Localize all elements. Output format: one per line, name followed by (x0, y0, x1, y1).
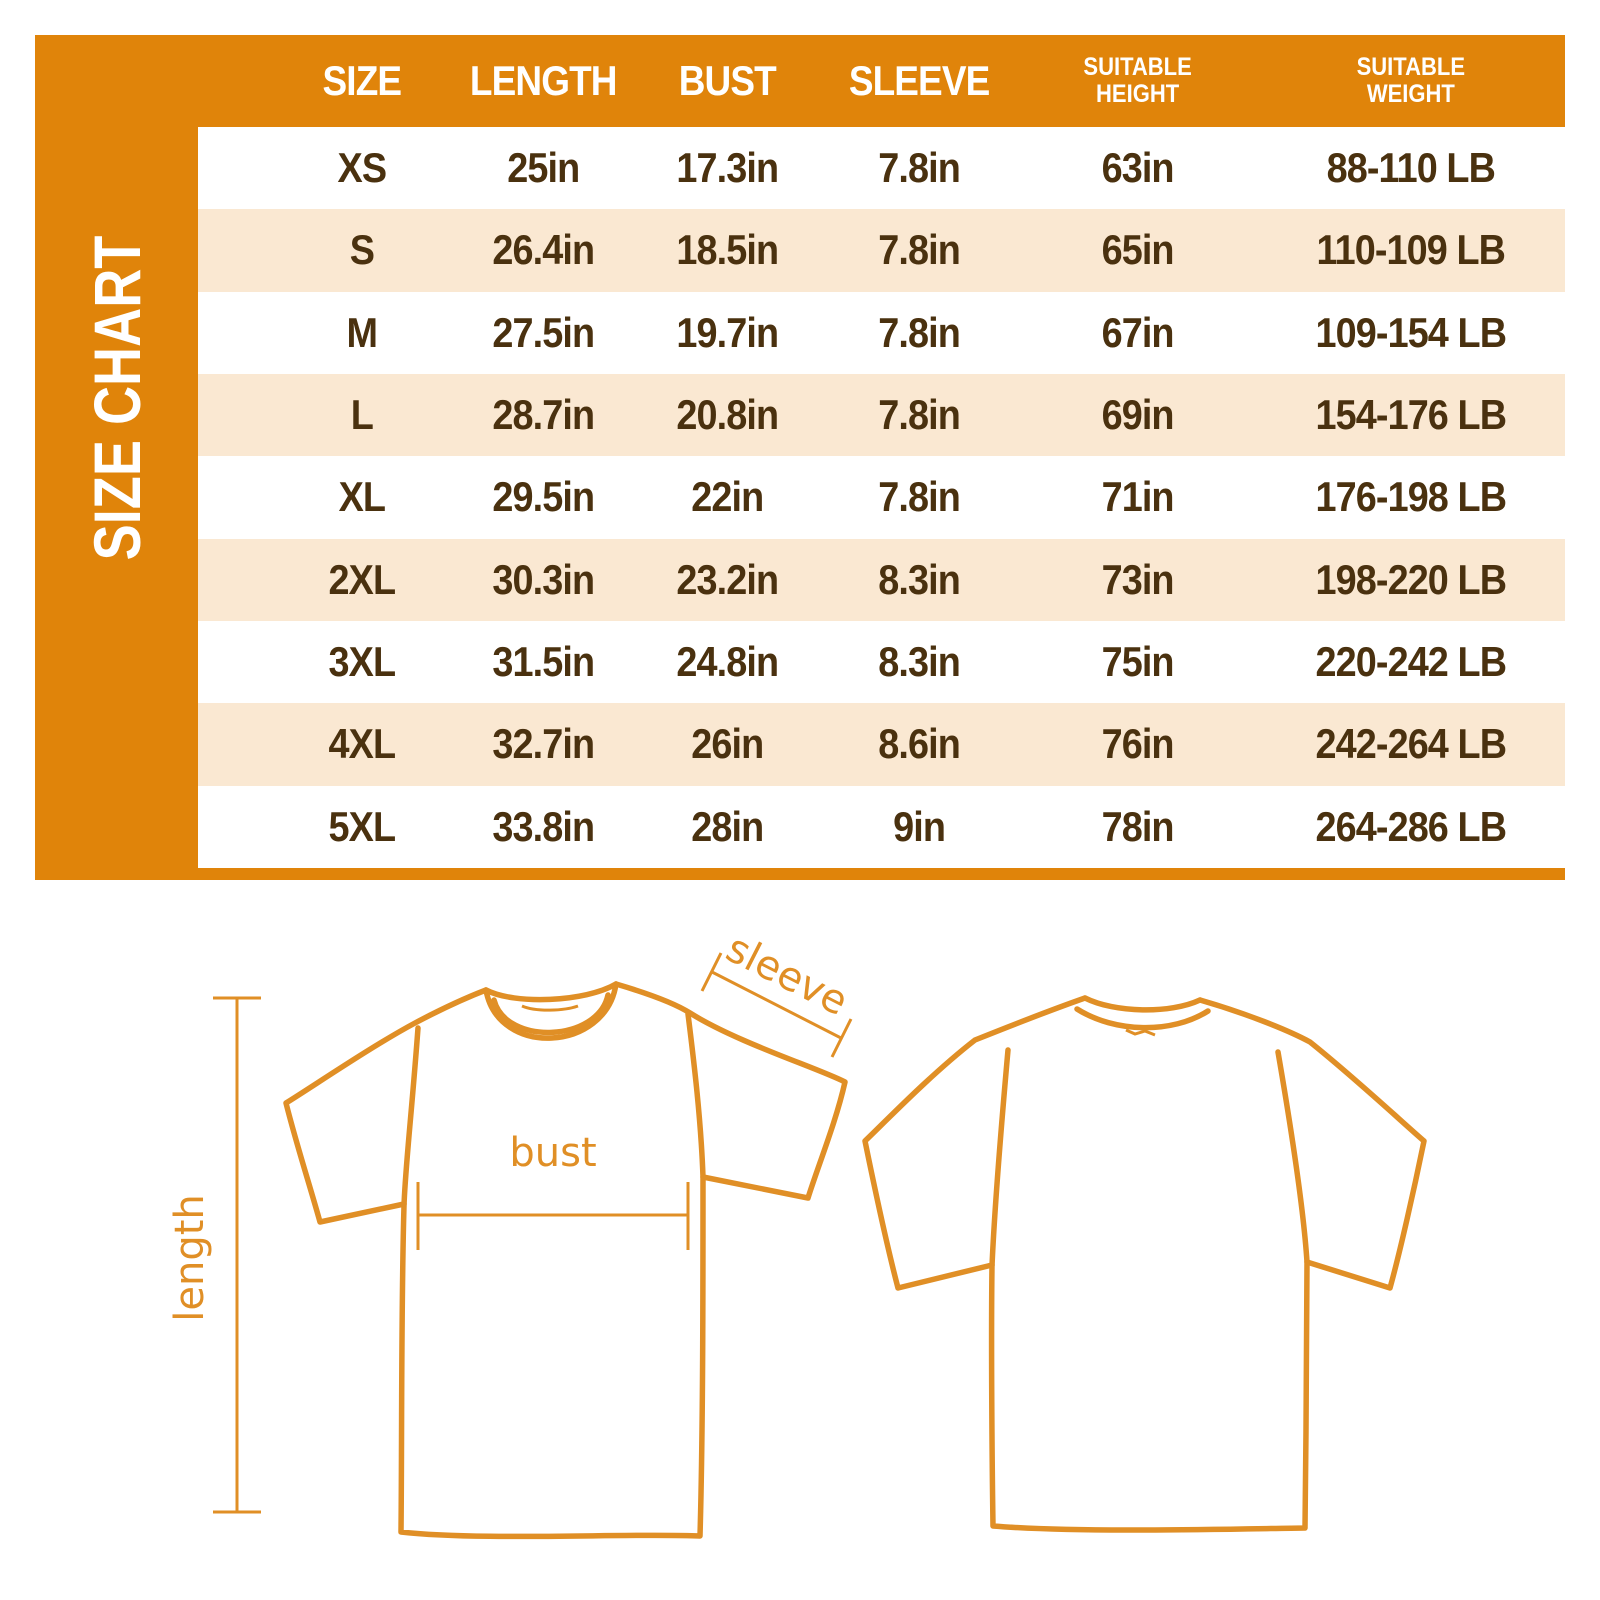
table-row-3xl (198, 621, 1565, 703)
cell-sleeve: 8.6in (878, 720, 960, 768)
cell-height: 76in (1101, 720, 1174, 768)
cell-length: 32.7in (492, 720, 595, 768)
cell-length: 30.3in (492, 555, 595, 603)
cell-weight: 264-286 LB (1315, 802, 1507, 850)
table-row-s (198, 209, 1565, 291)
cell-weight: 110-109 LB (1316, 226, 1506, 274)
back-right-shoulder-sleeve (1200, 1000, 1424, 1288)
back-body-outline (992, 1050, 1307, 1530)
cell-size: 4XL (328, 720, 396, 768)
cell-length: 33.8in (492, 802, 595, 850)
front-collar-stitch (522, 1006, 578, 1010)
bust-label: bust (509, 1130, 597, 1176)
cell-size: XS (337, 144, 387, 192)
cell-size: S (349, 226, 375, 274)
cell-sleeve: 8.3in (878, 638, 960, 686)
cell-bust: 26in (691, 720, 764, 768)
back-collar-stitch (1126, 1030, 1155, 1035)
sleeve-measure-tick-start (702, 953, 721, 991)
cell-length: 25in (507, 144, 580, 192)
cell-bust: 19.7in (676, 308, 779, 356)
back-left-shoulder-sleeve (865, 998, 1085, 1288)
length-measure (167, 998, 261, 1512)
cell-weight: 88-110 LB (1326, 144, 1496, 192)
cell-sleeve: 7.8in (878, 308, 960, 356)
cell-sleeve: 7.8in (878, 473, 960, 521)
cell-height: 67in (1101, 308, 1174, 356)
column-header-length: LENGTH (469, 57, 617, 104)
cell-sleeve: 9in (893, 802, 945, 850)
front-left-shoulder-sleeve (286, 990, 486, 1222)
column-header-bust: BUST (679, 57, 777, 104)
cell-length: 28.7in (492, 391, 595, 439)
cell-sleeve: 7.8in (878, 391, 960, 439)
cell-bust: 24.8in (676, 638, 779, 686)
table-row-xl (198, 456, 1565, 538)
sleeve-label: sleeve (718, 925, 856, 1026)
cell-bust: 17.3in (676, 144, 779, 192)
cell-bust: 18.5in (676, 226, 779, 274)
size-chart-block (35, 35, 1565, 880)
cell-size: 5XL (328, 802, 396, 850)
table-body (198, 127, 1565, 868)
front-body-outline (401, 1014, 703, 1536)
cell-height: 69in (1101, 391, 1174, 439)
cell-bust: 22in (691, 473, 764, 521)
tshirt-measurement-diagram (0, 920, 1600, 1600)
cell-bust: 28in (691, 802, 764, 850)
cell-size: M (346, 308, 378, 356)
cell-height: 71in (1101, 473, 1174, 521)
cell-length: 27.5in (492, 308, 595, 356)
cell-sleeve: 8.3in (878, 555, 960, 603)
cell-bust: 23.2in (676, 555, 779, 603)
cell-weight: 109-154 LB (1315, 308, 1507, 356)
cell-size: 3XL (328, 638, 396, 686)
header-line: HEIGHT (1096, 80, 1180, 108)
table-header-row (198, 35, 1565, 127)
cell-length: 26.4in (492, 226, 595, 274)
cell-weight: 220-242 LB (1315, 638, 1507, 686)
cell-height: 78in (1101, 802, 1174, 850)
cell-size: 2XL (328, 555, 396, 603)
cell-bust: 20.8in (676, 391, 779, 439)
cell-height: 73in (1101, 555, 1174, 603)
table-row-l (198, 374, 1565, 456)
header-line: SUITABLE (1083, 52, 1192, 81)
column-header-suitable-height (1032, 54, 1243, 109)
bust-measure (418, 1130, 688, 1250)
cell-length: 29.5in (492, 473, 595, 521)
cell-weight: 176-198 LB (1315, 473, 1507, 521)
front-tshirt-outline (286, 984, 845, 1536)
cell-height: 65in (1101, 226, 1174, 274)
table-row-2xl (198, 539, 1565, 621)
cell-sleeve: 7.8in (878, 144, 960, 192)
size-chart-sidebar (35, 35, 198, 880)
sleeve-measure-tick-end (832, 1019, 851, 1057)
back-collar-top (1085, 998, 1200, 1010)
cell-height: 75in (1101, 638, 1174, 686)
header-line: SUITABLE (1356, 52, 1466, 81)
column-header-size: SIZE (322, 57, 402, 104)
table-bottom-border (198, 868, 1565, 880)
table-row-xs (198, 127, 1565, 209)
column-header-sleeve: SLEEVE (848, 57, 990, 104)
front-right-shoulder-sleeve (616, 984, 845, 1198)
table-row-5xl (198, 786, 1565, 868)
cell-length: 31.5in (492, 638, 595, 686)
size-chart-title: SIZE CHART (79, 235, 154, 561)
back-tshirt-outline (865, 998, 1424, 1530)
cell-size: XL (338, 473, 386, 521)
cell-size: L (350, 391, 374, 439)
sleeve-measure (702, 925, 855, 1057)
length-label: length (167, 1194, 213, 1322)
column-header-suitable-weight (1276, 54, 1547, 109)
front-collar-top-edge (486, 984, 616, 1000)
table-row-4xl (198, 703, 1565, 785)
table-row-m (198, 292, 1565, 374)
cell-weight: 198-220 LB (1315, 555, 1507, 603)
cell-weight: 242-264 LB (1315, 720, 1507, 768)
cell-height: 63in (1101, 144, 1174, 192)
header-line: WEIGHT (1367, 80, 1456, 108)
cell-sleeve: 7.8in (878, 226, 960, 274)
cell-weight: 154-176 LB (1315, 391, 1507, 439)
